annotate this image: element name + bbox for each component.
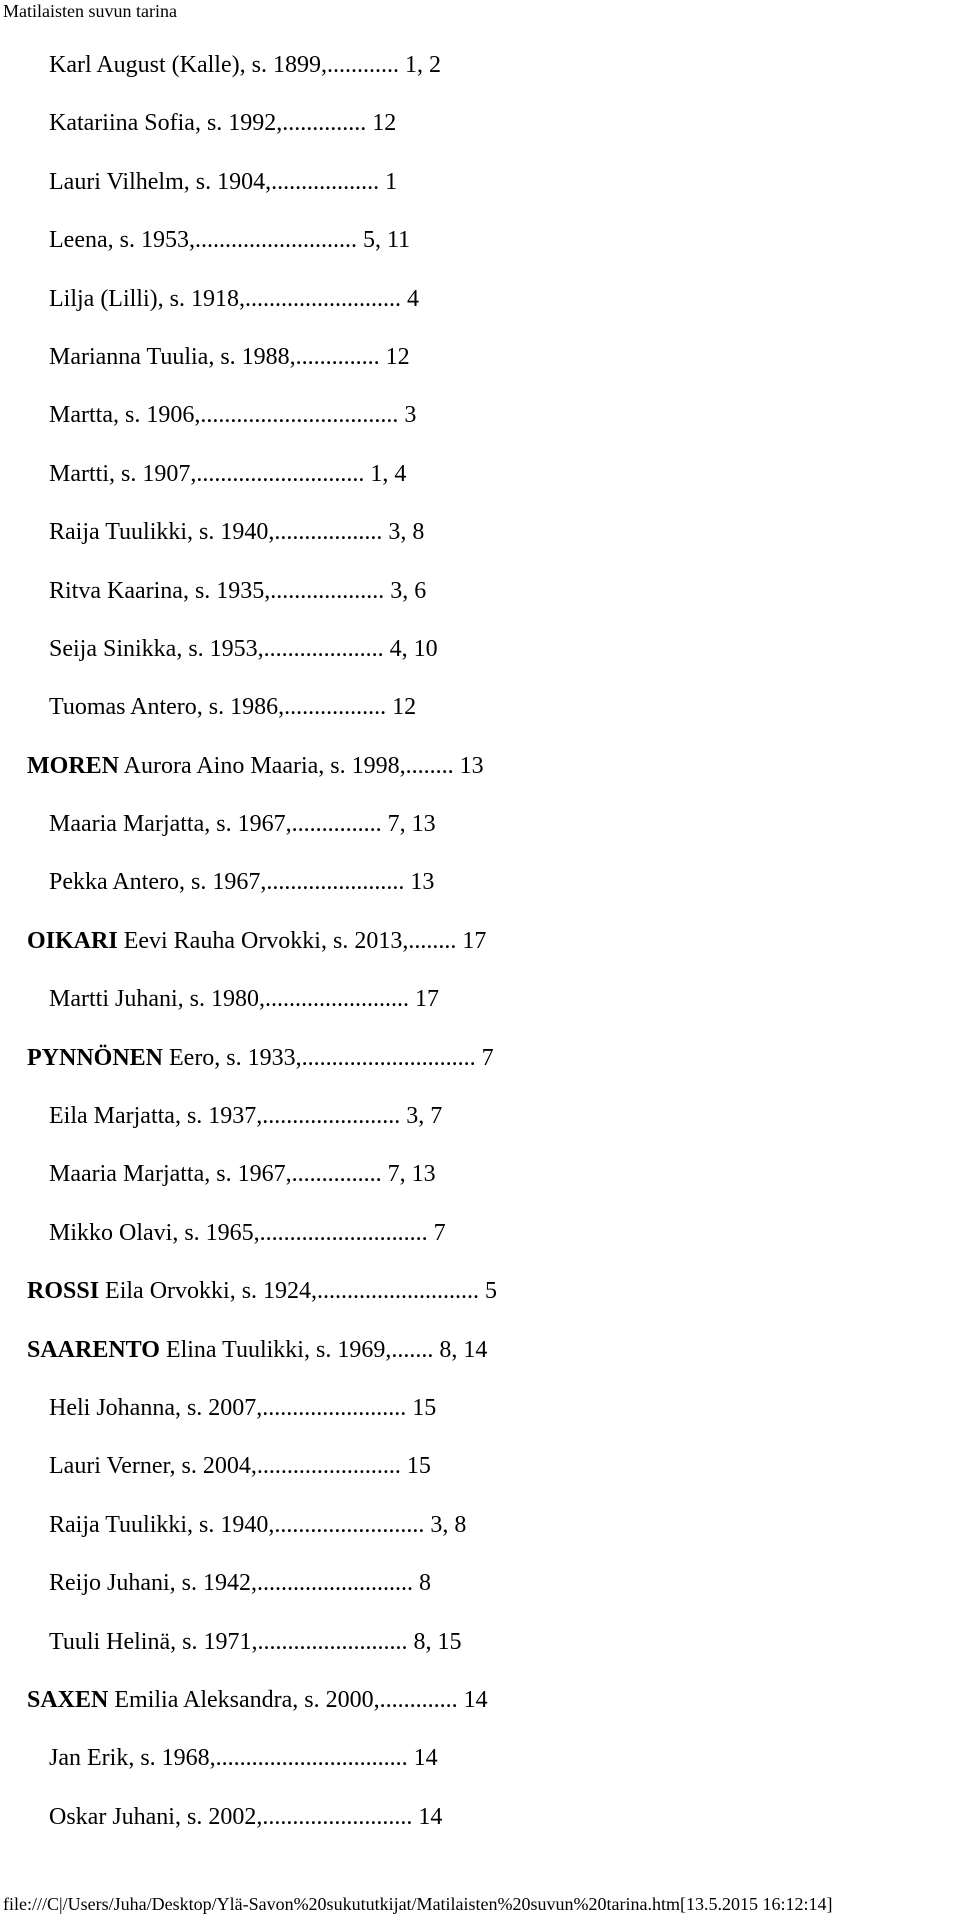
index-entry-surname-group	[0, 1327, 960, 1385]
index-entry	[0, 684, 960, 742]
index-entry	[0, 1151, 960, 1209]
index-entry-text: Eila Marjatta, s. 1937,....................... 3, 7	[49, 1103, 443, 1130]
index-entry	[0, 801, 960, 859]
page-title: Matilaisten suvun tarina	[3, 1, 177, 21]
index-entry-text: Oskar Juhani, s. 2002,......................... 14	[49, 1803, 443, 1830]
index-entry-text: Maaria Marjatta, s. 1967,............... 7, 13	[49, 811, 436, 838]
index-entry-text: Martti, s. 1907,............................ 1, 4	[49, 460, 407, 487]
index-entry-text: Reijo Juhani, s. 1942,.......................... 8	[49, 1570, 431, 1597]
surname-label: MOREN	[27, 752, 119, 779]
index-entry-text: Emilia Aleksandra, s. 2000,............. 14	[108, 1686, 488, 1713]
index-entry	[0, 42, 960, 100]
index-entry	[0, 100, 960, 158]
index-entry	[0, 1443, 960, 1501]
index-entry	[0, 1093, 960, 1151]
index-entry-surname-group	[0, 1035, 960, 1093]
index-entry-text: Eila Orvokki, s. 1924,........................... 5	[99, 1278, 498, 1305]
index-entry	[0, 1210, 960, 1268]
index-entry-text: Marianna Tuulia, s. 1988,.............. 12	[49, 343, 410, 370]
index-entry-text: Raija Tuulikki, s. 1940,.................. 3, 8	[49, 519, 425, 546]
index-entry	[0, 276, 960, 334]
index-entry	[0, 451, 960, 509]
index-entry-text: Leena, s. 1953,........................... 5, 11	[49, 227, 411, 254]
index-entry	[0, 1794, 960, 1852]
index-entry-text: Eero, s. 1933,............................. 7	[163, 1044, 494, 1071]
index-entry	[0, 509, 960, 567]
surname-label: OIKARI	[27, 927, 118, 954]
index-entry-text: Raija Tuulikki, s. 1940,......................... 3, 8	[49, 1511, 467, 1538]
index-entry-text: Tuomas Antero, s. 1986,................. 12	[49, 694, 417, 721]
index-entry-text: Tuuli Helinä, s. 1971,......................... 8, 15	[49, 1628, 462, 1655]
index-entry-text: Karl August (Kalle), s. 1899,............ 1, 2	[49, 52, 441, 78]
index-entry	[0, 568, 960, 626]
index-entry	[0, 1619, 960, 1677]
surname-label: SAARENTO	[27, 1336, 160, 1363]
index-entry-text: Jan Erik, s. 1968,................................ 14	[49, 1745, 438, 1772]
index-entry	[0, 626, 960, 684]
index-entry-text: Lauri Vilhelm, s. 1904,.................. 1	[49, 168, 398, 195]
index-entry-text: Ritva Kaarina, s. 1935,................... 3, 6	[49, 577, 427, 604]
index-entry	[0, 1502, 960, 1560]
index-entry-text: Elina Tuulikki, s. 1969,....... 8, 14	[159, 1336, 488, 1363]
index-entry	[0, 1385, 960, 1443]
index-entry-text: Martta, s. 1906,................................. 3	[49, 402, 417, 429]
index-entry	[0, 976, 960, 1034]
name-index-list	[0, 42, 960, 1852]
index-entry	[0, 334, 960, 392]
index-entry-surname-group	[0, 1268, 960, 1326]
index-entry-surname-group	[0, 743, 960, 801]
index-entry	[0, 392, 960, 450]
index-entry	[0, 159, 960, 217]
index-entry-text: Seija Sinikka, s. 1953,.................... 4, 10	[49, 635, 438, 662]
index-entry	[0, 217, 960, 275]
index-entry-text: Eevi Rauha Orvokki, s. 2013,........ 17	[117, 927, 487, 954]
index-entry-text: Lauri Verner, s. 2004,........................ 15	[49, 1453, 431, 1480]
index-entry-surname-group	[0, 1677, 960, 1735]
index-entry-text: Pekka Antero, s. 1967,....................... 13	[49, 869, 435, 896]
file-path-footer: file:///C|/Users/Juha/Desktop/Ylä-Savon%20sukututkijat/Matilaisten%20suvun%20tarina.htm[13.5.2015 16:12:14]	[3, 1894, 833, 1914]
index-entry	[0, 1560, 960, 1618]
index-entry-text: Lilja (Lilli), s. 1918,.......................... 4	[49, 285, 419, 312]
surname-label: SAXEN	[27, 1686, 109, 1713]
index-entry-text: Katariina Sofia, s. 1992,.............. 12	[49, 110, 397, 137]
index-entry-text: Martti Juhani, s. 1980,........................ 17	[49, 986, 439, 1013]
surname-label: PYNNÖNEN	[27, 1044, 163, 1071]
index-entry-text: Aurora Aino Maaria, s. 1998,........ 13	[119, 752, 484, 779]
surname-label: ROSSI	[27, 1278, 100, 1305]
index-entry	[0, 1735, 960, 1793]
index-entry-text: Maaria Marjatta, s. 1967,............... 7, 13	[49, 1161, 436, 1188]
index-entry-text: Mikko Olavi, s. 1965,............................ 7	[49, 1219, 446, 1246]
index-entry-surname-group	[0, 918, 960, 976]
index-entry	[0, 859, 960, 917]
index-entry-text: Heli Johanna, s. 2007,........................ 15	[49, 1394, 437, 1421]
